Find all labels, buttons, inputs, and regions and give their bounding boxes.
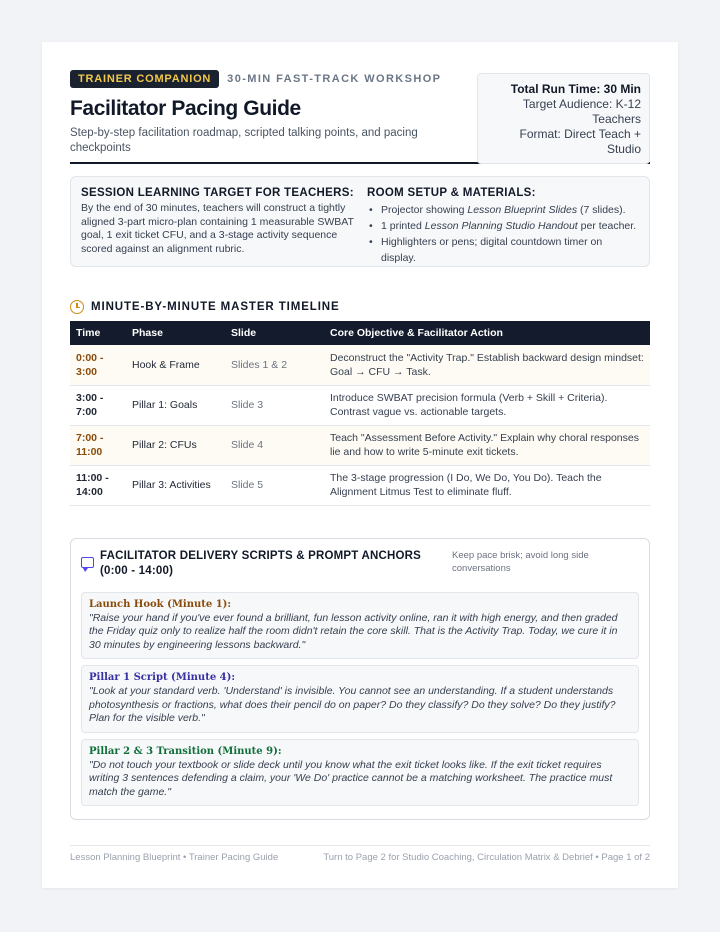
meta-box (477, 73, 650, 164)
materials-item: • Projector showing Lesson Blueprint Slides (7 slides). (367, 202, 639, 218)
row-time: 11:00 - 14:00 (70, 465, 126, 505)
scripts-note: Keep pace brisk; avoid long side conversations (452, 549, 589, 574)
page-footer (70, 845, 650, 863)
table-row (70, 425, 650, 465)
row-objective: The 3-stage progression (I Do, We Do, You Do). Teach the Alignment Litmus Test to eliminate fluff. (324, 465, 650, 505)
row-objective: Teach "Assessment Before Activity." Explain why choral responses lie and how to write 5-minute exit tickets. (324, 425, 650, 465)
script-card-heading: Launch Hook (Minute 1): (89, 598, 232, 610)
page-title: Facilitator Pacing Guide (70, 97, 301, 120)
row-objective: Introduce SWBAT precision formula (Verb + Skill + Criteria). Contrast vague vs. actionable targets. (324, 385, 650, 425)
target-audience: Target Audience: K-12 Teachers (522, 97, 641, 126)
clock-icon (70, 300, 84, 314)
chat-bubble-icon (81, 557, 94, 568)
script-card-pillar-2-3 (81, 739, 639, 807)
row-phase: Pillar 1: Goals (126, 385, 225, 425)
format: Format: Direct Teach + Studio (519, 127, 641, 156)
scripts-title: FACILITATOR DELIVERY SCRIPTS & PROMPT ANCHORS (0:00 - 14:00) (100, 549, 422, 577)
timeline-title: MINUTE-BY-MINUTE MASTER TIMELINE (91, 301, 340, 313)
row-slide: Slide 3 (225, 385, 324, 425)
row-time: 7:00 - 11:00 (70, 425, 126, 465)
script-card-quote: "Look at your standard verb. 'Understand' is invisible. You cannot see an understanding. If a student understands photosynthesis or fractions, what does their pencil do on paper? Do they classify? Do they solve? Do they justify? Plan for the visible verb." (89, 685, 616, 724)
timeline-table (70, 321, 650, 506)
script-card-heading: Pillar 2 & 3 Transition (Minute 9): (89, 745, 282, 757)
row-slide: Slide 4 (225, 425, 324, 465)
room-setup-heading: ROOM SETUP & MATERIALS: (367, 187, 536, 199)
script-card-launch-hook (81, 592, 639, 660)
script-card-quote: "Do not touch your textbook or slide deck until you know what the exit ticket looks like. If the exit ticket requires writing 3 sentences defending a claim, your 'We Do' practice cannot be a matching worksheet. The practice must match the game." (89, 758, 613, 798)
page-content (70, 70, 650, 820)
table-row (70, 465, 650, 505)
timeline-heading (70, 299, 650, 315)
row-time: 3:00 - 7:00 (70, 385, 126, 425)
column-header-objective: Core Objective & Facilitator Action (324, 321, 650, 345)
run-time: Total Run Time: 30 Min (510, 82, 641, 96)
script-card-pillar-1 (81, 665, 639, 733)
column-header-phase: Phase (126, 321, 225, 345)
table-row (70, 385, 650, 425)
page-subtitle: Step-by-step facilitation roadmap, scripted talking points, and pacing checkpoints (70, 127, 418, 154)
column-header-slide: Slide (225, 321, 324, 345)
row-slide: Slide 5 (225, 465, 324, 505)
materials-list (367, 202, 639, 266)
workshop-tag: 30-MIN FAST-TRACK WORKSHOP (227, 73, 442, 85)
scripts-header (81, 549, 639, 586)
row-phase: Pillar 3: Activities (126, 465, 225, 505)
materials-item: • 1 printed Lesson Planning Studio Handout per teacher. (367, 218, 639, 234)
learning-target-body: By the end of 30 minutes, teachers will construct a tightly aligned 3-part micro-plan containing 1 measurable SWBAT goal, 1 exit ticket CFU, and a 3-stage activity sequence scored against an alignment rubric. (81, 202, 354, 255)
document-page (42, 42, 678, 888)
footer-left: Lesson Planning Blueprint • Trainer Pacing Guide (70, 852, 279, 863)
row-phase: Hook & Frame (126, 345, 225, 385)
row-objective: Deconstruct the "Activity Trap." Establish backward design mindset: Goal → CFU → Task. (324, 345, 650, 385)
row-phase: Pillar 2: CFUs (126, 425, 225, 465)
table-header-row (70, 321, 650, 345)
column-header-time: Time (70, 321, 126, 345)
learning-target-heading: SESSION LEARNING TARGET FOR TEACHERS: (81, 187, 354, 199)
row-slide: Slides 1 & 2 (225, 345, 324, 385)
script-card-heading: Pillar 1 Script (Minute 4): (89, 672, 236, 683)
materials-item: • Highlighters or pens; digital countdown timer on display. (367, 234, 639, 266)
table-row (70, 345, 650, 385)
script-card-quote: "Raise your hand if you've ever found a brilliant, fun lesson activity online, ran it with high energy, and then graded the Friday quiz only to realize half the room didn't retain the core skill. That is the Activity Trap. Today, we cure it in 30 minutes by engineering lessons backward." (89, 611, 618, 651)
room-setup (367, 187, 639, 264)
scripts-panel (70, 538, 650, 820)
target-box (70, 176, 650, 267)
header (70, 70, 650, 162)
row-time: 0:00 - 3:00 (70, 345, 126, 385)
trainer-badge: TRAINER COMPANION (70, 70, 219, 88)
learning-target (81, 187, 355, 256)
footer-right: Turn to Page 2 for Studio Coaching, Circulation Matrix & Debrief • Page 1 of 2 (323, 852, 650, 863)
